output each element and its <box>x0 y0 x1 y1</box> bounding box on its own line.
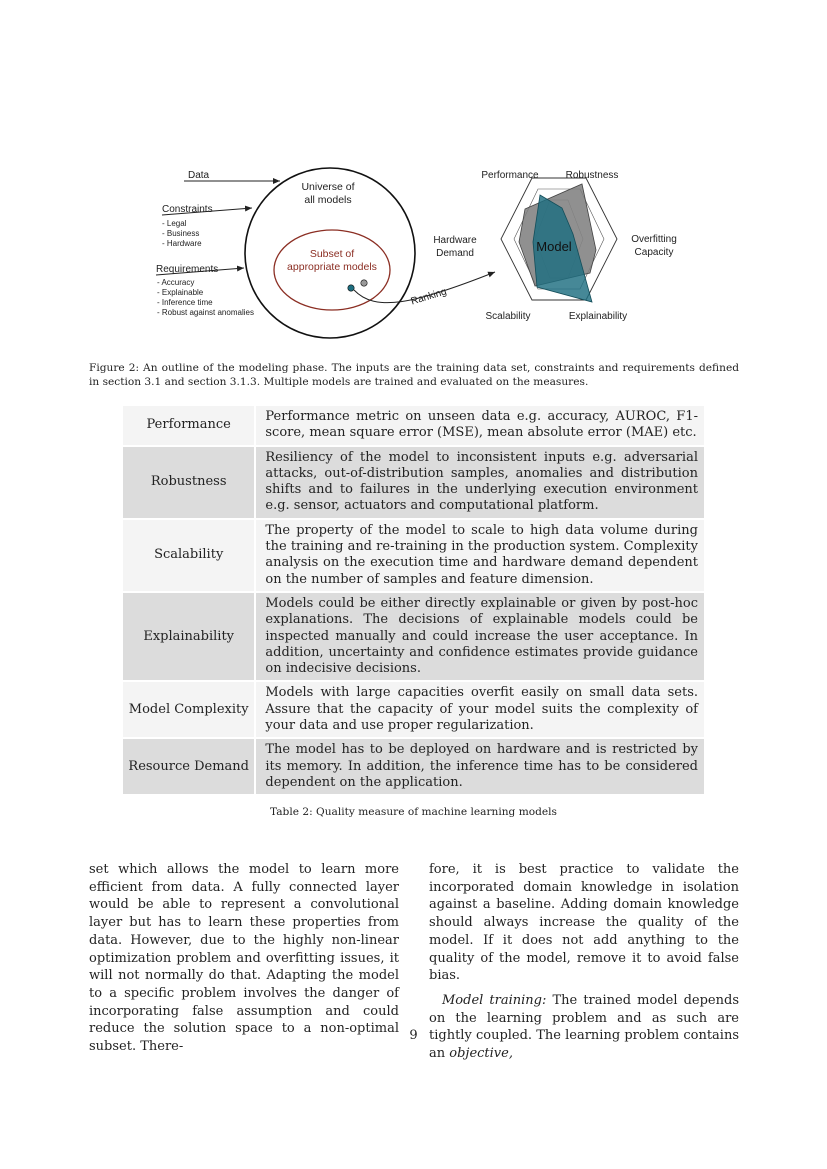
description-cell: Performance metric on unseen data e.g. accuracy, AUROC, F1-score, mean square error (MSE), mean absolute error (MAE) etc. <box>254 406 704 445</box>
radar-chart <box>501 178 617 302</box>
measure-cell: Scalability <box>123 520 254 591</box>
requirement-item: - Robust against anomalies <box>157 308 254 317</box>
description-cell: Resiliency of the model to inconsistent inputs e.g. adversarial attacks, out-of-distribution samples, anomalies and distribution shifts and to failures in the underlying execution environment e.g. sensor, actuators and computational platform. <box>254 447 704 518</box>
constraint-item: - Business <box>162 229 200 238</box>
body-paragraph: fore, it is best practice to validate the incorporated domain knowledge in isolation against a baseline. Adding domain knowledge should always increase the quality of the model. If it does not add anything to the quality of the model, remove it to avoid false bias. <box>429 862 739 984</box>
measure-cell: Resource Demand <box>123 739 254 794</box>
description-cell: Models with large capacities overfit easily on small data sets. Assure that the capacity of your model suits the complexity of your data and use proper regularization. <box>254 682 704 737</box>
paragraph-heading: Model training: <box>442 992 547 1008</box>
constraints-label: Constraints <box>162 204 213 215</box>
table-row <box>123 682 704 737</box>
table-row <box>123 739 704 794</box>
description-cell: The model has to be deployed on hardware and is restricted by its memory. In addition, the inference time has to be considered dependent on the application. <box>254 739 704 794</box>
radar-center-label: Model <box>536 239 572 254</box>
table-row <box>123 447 704 518</box>
modeling-phase-figure <box>150 162 677 334</box>
figure-svg <box>150 162 677 334</box>
radar-axis-hardware: Hardware <box>433 235 477 246</box>
quality-measure-table <box>123 404 704 796</box>
figure-caption: Figure 2: An outline of the modeling phase. The inputs are the training data set, constraints and requirements defined in section 3.1 and section 3.1.3. Multiple models are trained and evaluated on the measures. <box>89 362 739 388</box>
radar-axis-robustness: Robustness <box>565 170 619 181</box>
description-cell: The property of the model to scale to high data volume during the training and re-training in the production system. Complexity analysis on the execution time and hardware demand dependent on the number of samples and feature dimension. <box>254 520 704 591</box>
measure-cell: Explainability <box>123 593 254 680</box>
requirement-item: - Explainable <box>157 288 204 297</box>
page-number: 9 <box>409 1028 418 1043</box>
table-row <box>123 406 704 445</box>
table-caption: Table 2: Quality measure of machine learning models <box>270 806 557 818</box>
body-left-column: set which allows the model to learn more efficient from data. A fully connected layer would be able to represent a convolutional layer but has to learn these properties from data. However, due to the highly non-linear optimization problem and overfitting issues, it will not normally do that. Adapting the model to a specific problem involves the danger of incorporating false assumption and could reduce the solution space to a non-optimal subset. There- <box>89 862 399 1055</box>
subset-label: appropriate models <box>287 261 377 273</box>
ranking-label: Ranking <box>409 286 449 308</box>
data-label: Data <box>188 170 210 181</box>
radar-axis-hardware: Demand <box>436 248 474 259</box>
subset-label: Subset of <box>309 248 355 260</box>
description-cell: Models could be either directly explainable or given by post-hoc explanations. The decisions of explainable models could be inspected manually and could increase the user acceptance. In addition, uncertainty and confidence estimates provide guidance on indecisive decisions. <box>254 593 704 680</box>
requirement-item: - Accuracy <box>157 278 195 287</box>
model-dot-teal <box>348 285 354 291</box>
paragraph-emphasis: objective, <box>449 1046 513 1062</box>
paragraph-text: The trained model depends on the learning problem and as such are tightly coupled. The learning problem contains an <box>429 992 739 1062</box>
radar-axis-performance: Performance <box>481 170 539 181</box>
constraint-item: - Hardware <box>162 239 202 248</box>
universe-label: Universe of <box>301 181 355 193</box>
radar-axis-explainability: Explainability <box>568 311 628 322</box>
requirement-item: - Inference time <box>157 298 213 307</box>
constraint-item: - Legal <box>162 219 187 228</box>
requirements-label: Requirements <box>156 264 219 275</box>
radar-axis-overfitting: Capacity <box>634 247 674 258</box>
radar-axis-overfitting: Overfitting <box>631 234 677 245</box>
radar-axis-scalability: Scalability <box>485 311 531 322</box>
table-row <box>123 520 704 591</box>
measure-cell: Model Complexity <box>123 682 254 737</box>
measure-cell: Performance <box>123 406 254 445</box>
table-row <box>123 593 704 680</box>
model-dot-gray <box>361 280 367 286</box>
universe-label: all models <box>304 194 352 206</box>
measure-cell: Robustness <box>123 447 254 518</box>
